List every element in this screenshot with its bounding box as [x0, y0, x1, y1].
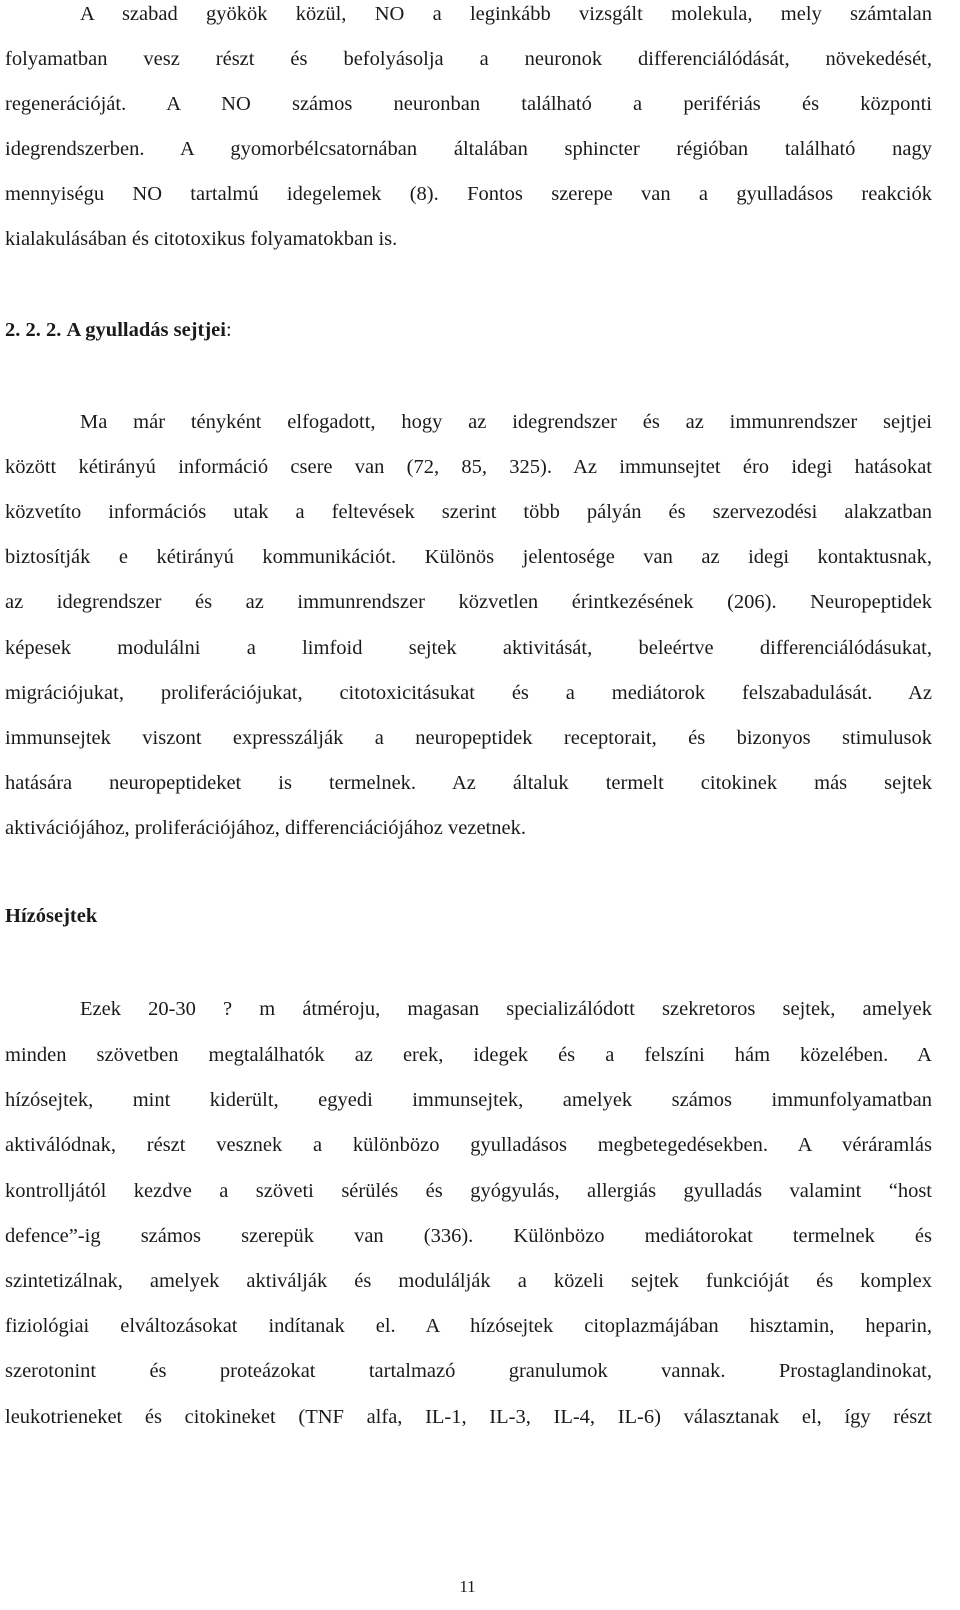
text-line: regenerációját. A NO számos neuronban található a perifériás és központi	[5, 93, 932, 115]
text-line: között kétirányú információ csere van (72, 85, 325). Az immunsejtet éro idegi hatásokat	[5, 456, 932, 478]
text-line: leukotrieneket és citokineket (TNF alfa, IL-1, IL-3, IL-4, IL-6) választanak el, így részt	[5, 1406, 932, 1428]
subheading-title: Hízósejtek	[5, 905, 98, 927]
text-line: minden szövetben megtalálhatók az erek, idegek és a felszíni hám közelében. A	[5, 1044, 932, 1066]
text-line: defence”-ig számos szerepük van (336). Különbözo mediátorokat termelnek és	[5, 1225, 932, 1247]
text-line: mennyiségu NO tartalmú idegelemek (8). Fontos szerepe van a gyulladásos reakciók	[5, 183, 932, 205]
section-number: 2. 2. 2.	[5, 319, 62, 341]
section-title-colon: :	[225, 319, 232, 341]
text-line: migrációjukat, proliferációjukat, citotoxicitásukat és a mediátorok felszabadulását. Az	[5, 682, 932, 704]
text-line: folyamatban vesz részt és befolyásolja a neuronok differenciálódását, növekedését,	[5, 48, 932, 70]
section-heading	[5, 318, 232, 342]
text-line: szerotonint és proteázokat tartalmazó granulumok vannak. Prostaglandinokat,	[5, 1360, 932, 1382]
text-line: hízósejtek, mint kiderült, egyedi immunsejtek, amelyek számos immunfolyamatban	[5, 1089, 932, 1111]
text-line: képesek modulálni a limfoid sejtek aktivitását, beleértve differenciálódásukat,	[5, 637, 932, 659]
text-line: kialakulásában és citotoxikus folyamatokban is.	[5, 228, 398, 250]
text-line: szintetizálnak, amelyek aktiválják és modulálják a közeli sejtek funkcióját és komplex	[5, 1270, 932, 1292]
text-line: idegrendszerben. A gyomorbélcsatornában általában sphincter régióban található nagy	[5, 138, 932, 160]
text-line: Ma már tényként elfogadott, hogy az idegrendszer és az immunrendszer sejtjei	[80, 411, 932, 433]
text-line: A szabad gyökök közül, NO a leginkább vizsgált molekula, mely számtalan	[80, 3, 932, 25]
text-line: hatására neuropeptideket is termelnek. Az általuk termelt citokinek más sejtek	[5, 772, 932, 794]
section-title: A gyulladás sejtjei	[66, 319, 226, 341]
text-line: az idegrendszer és az immunrendszer közvetlen érintkezésének (206). Neuropeptidek	[5, 591, 932, 613]
text-line: biztosítják e kétirányú kommunikációt. Különös jelentosége van az idegi kontaktusnak,	[5, 546, 932, 568]
text-line: fiziológiai elváltozásokat indítanak el. A hízósejtek citoplazmájában hisztamin, heparin,	[5, 1315, 932, 1337]
text-line: aktivációjához, proliferációjához, differenciációjához vezetnek.	[5, 817, 526, 839]
text-line: közvetíto információs utak a feltevések szerint több pályán és szervezodési alakzatban	[5, 501, 932, 523]
page-number: 11	[459, 1577, 476, 1596]
text-line: Ezek 20-30 ? m átméroju, magasan specializálódott szekretoros sejtek, amelyek	[80, 998, 932, 1020]
text-line: immunsejtek viszont expresszálják a neuropeptidek receptorait, és bizonyos stimulusok	[5, 727, 932, 749]
subheading	[5, 904, 97, 928]
text-line: kontrolljától kezdve a szöveti sérülés és gyógyulás, allergiás gyulladás valamint “host	[5, 1180, 932, 1202]
text-line: aktiválódnak, részt vesznek a különbözo gyulladásos megbetegedésekben. A véráramlás	[5, 1134, 932, 1156]
